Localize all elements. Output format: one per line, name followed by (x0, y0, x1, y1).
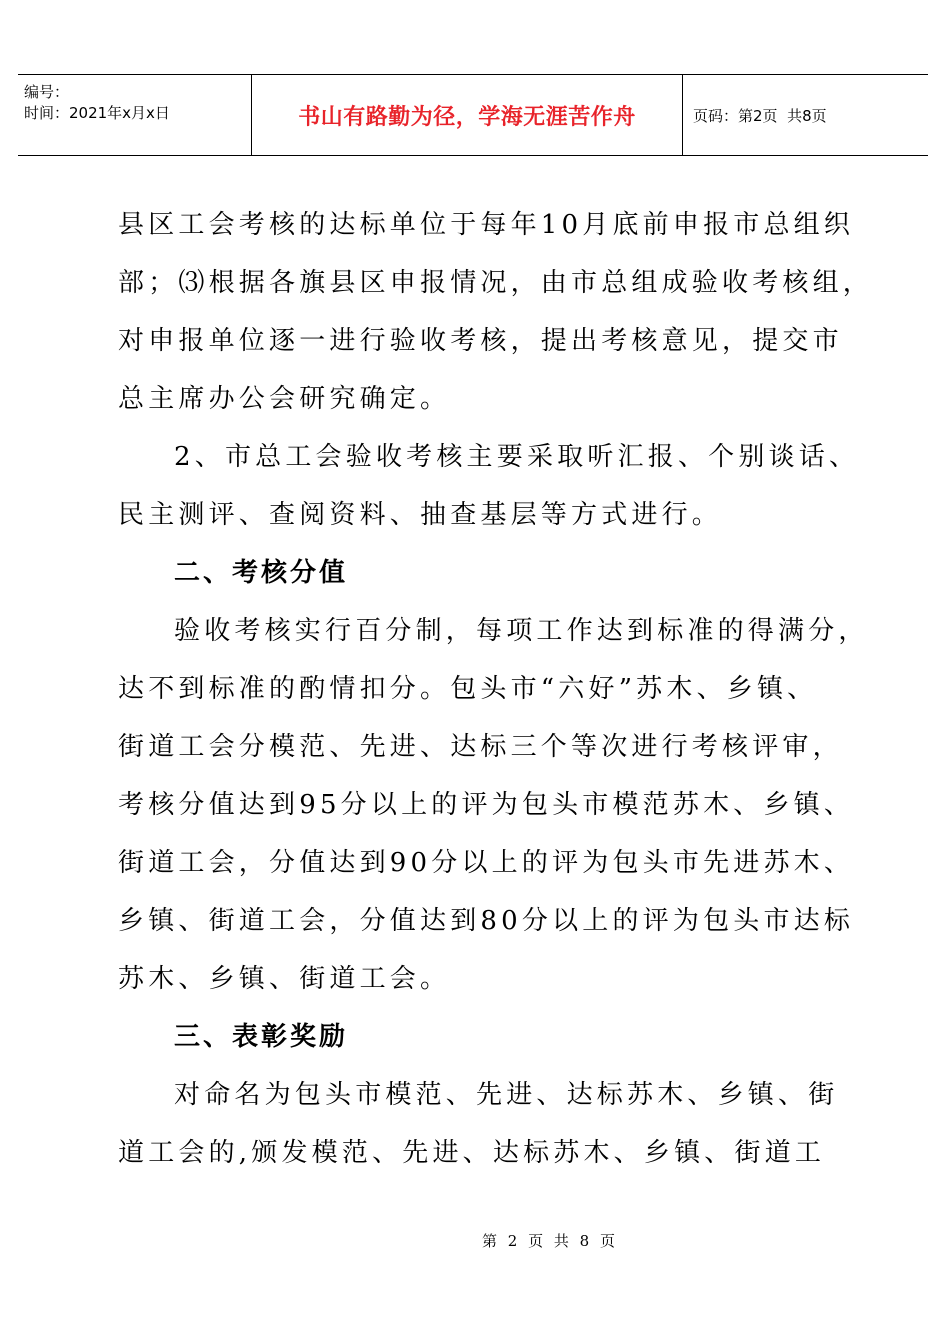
document-header (18, 74, 928, 156)
body-line: 县区工会考核的达标单位于每年10月底前申报市总组织 (118, 210, 855, 240)
body-line: 对命名为包头市模范、先进、达标苏木、乡镇、街 (174, 1080, 839, 1110)
header-meta-cell (18, 75, 251, 155)
section-heading-scoring: 二、考核分值 (174, 558, 349, 588)
body-line: 街道工会分模范、先进、达标三个等次进行考核评审， (118, 732, 843, 762)
header-page-cell (683, 75, 928, 155)
body-line: 达不到标准的酌情扣分。包头市“六好”苏木、乡镇、 (118, 674, 818, 704)
header-motto: 书山有路勤为径，学海无涯苦作舟 (298, 104, 636, 130)
body-line: 街道工会，分值达到90分以上的评为包头市先进苏木、 (118, 848, 855, 878)
body-line: 验收考核实行百分制，每项工作达到标准的得满分， (174, 616, 869, 646)
header-page-info: 页码：第2页 共8页 (693, 106, 827, 125)
body-line: 总主席办公会研究确定。 (118, 384, 451, 414)
body-line: 部；⑶根据各旗县区申报情况，由市总组成验收考核组， (118, 268, 874, 298)
document-number-label: 编号： (24, 83, 70, 101)
document-body (118, 196, 874, 1182)
section-heading-awards: 三、表彰奖励 (174, 1022, 349, 1052)
body-line: 民主测评、查阅资料、抽查基层等方式进行。 (118, 500, 723, 530)
body-line: 乡镇、街道工会，分值达到80分以上的评为包头市达标 (118, 906, 855, 936)
body-line: 道工会的,颁发模范、先进、达标苏木、乡镇、街道工 (118, 1138, 826, 1168)
header-motto-cell (251, 75, 683, 155)
page-footer (0, 1230, 950, 1251)
body-line: 苏木、乡镇、街道工会。 (118, 964, 451, 994)
body-line: 2、市总工会验收考核主要采取听汇报、个别谈话、 (174, 442, 860, 472)
document-date: 时间：2021年x月x日 (24, 104, 170, 122)
body-line: 对申报单位逐一进行验收考核，提出考核意见，提交市 (118, 326, 843, 356)
body-line: 考核分值达到95分以上的评为包头市模范苏木、乡镇、 (118, 790, 855, 820)
footer-page-number: 第 2 页 共 8 页 (482, 1232, 618, 1250)
